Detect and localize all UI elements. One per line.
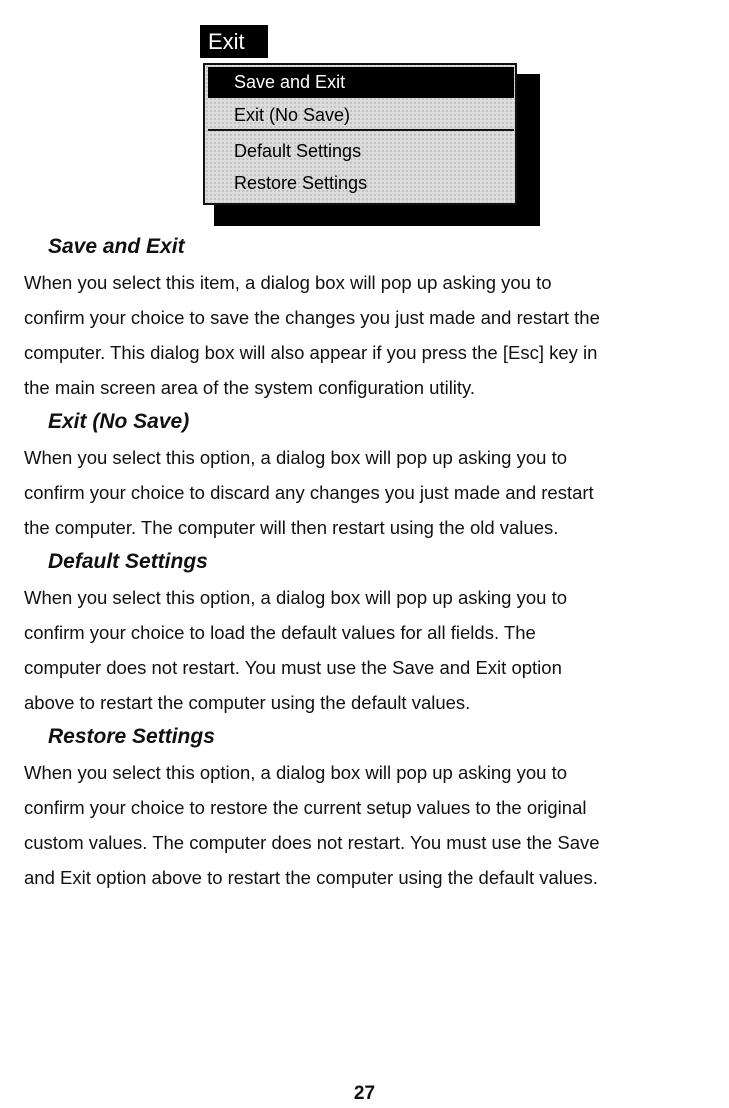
text-line: computer does not restart. You must use the Save and Exit option xyxy=(24,657,562,678)
menu-item-save-and-exit[interactable]: Save and Exit xyxy=(208,67,514,98)
heading-exit-no-save: Exit (No Save) xyxy=(48,410,190,433)
exit-menu-tab[interactable]: Exit xyxy=(200,25,268,58)
text-line: above to restart the computer using the default values. xyxy=(24,692,471,713)
text-line: confirm your choice to discard any changes you just made and restart xyxy=(24,482,594,503)
paragraph-save-and-exit xyxy=(24,265,714,405)
heading-default-settings: Default Settings xyxy=(48,550,208,573)
heading-save-and-exit: Save and Exit xyxy=(48,235,185,258)
text-line: and Exit option above to restart the computer using the default values. xyxy=(24,867,598,888)
text-line: When you select this option, a dialog box will pop up asking you to xyxy=(24,447,567,468)
text-line: confirm your choice to restore the current setup values to the original xyxy=(24,797,587,818)
exit-menu-dropdown xyxy=(203,63,517,205)
text-line: When you select this item, a dialog box will pop up asking you to xyxy=(24,272,552,293)
text-line: When you select this option, a dialog box will pop up asking you to xyxy=(24,587,567,608)
text-line: confirm your choice to load the default values for all fields. The xyxy=(24,622,536,643)
paragraph-default-settings xyxy=(24,580,714,720)
text-line: custom values. The computer does not restart. You must use the Save xyxy=(24,832,600,853)
paragraph-exit-no-save xyxy=(24,440,714,545)
menu-item-default-settings[interactable]: Default Settings xyxy=(234,141,362,161)
text-line: the main screen area of the system configuration utility. xyxy=(24,377,476,398)
page-number: 27 xyxy=(353,1083,376,1104)
text-line: the computer. The computer will then restart using the old values. xyxy=(24,517,559,538)
text-line: computer. This dialog box will also appear if you press the [Esc] key in xyxy=(24,342,598,363)
text-line: When you select this option, a dialog box will pop up asking you to xyxy=(24,762,567,783)
menu-item-exit-no-save[interactable]: Exit (No Save) xyxy=(208,100,514,131)
heading-restore-settings: Restore Settings xyxy=(48,725,215,748)
menu-item-restore-settings[interactable]: Restore Settings xyxy=(234,173,368,193)
text-line: confirm your choice to save the changes you just made and restart the xyxy=(24,307,600,328)
paragraph-restore-settings xyxy=(24,755,714,895)
